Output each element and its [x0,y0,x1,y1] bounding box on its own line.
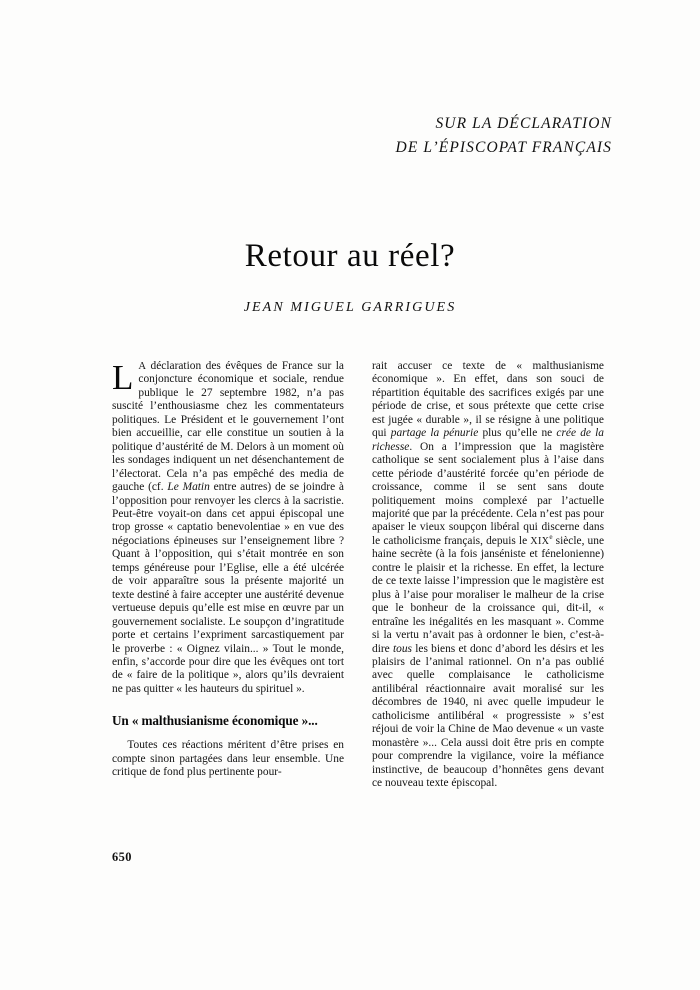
emphasis-partage-la-penurie: partage la pénurie [390,427,479,440]
emphasis-tous: tous [392,642,412,655]
body-columns [112,358,605,830]
section-subheading: Un « malthusianisme économique »... [112,713,318,729]
running-head-line-2: DE L’ÉPISCOPAT FRANÇAIS [395,139,612,157]
paragraph-opening [112,360,344,696]
column-right [372,360,604,791]
running-head-line-1: SUR LA DÉCLARATION [435,115,612,132]
continuation-text-4: siècle, une haine secrète (à la fois janséniste et fénelonienne) contre le plaisir et la richesse. En effet, la lecture de ce texte laisse l’impression que le magistère est plus à l’aise pour moraliser le malheur de la crise que le bonheur de la croissance qui, dit-il, « entraîne les inégalités en les masquant ». Comme si la vertu n’avait pas à ordonner le bien, c’est-à-dire [372,534,604,655]
lead-smallcaps: A [138,361,147,372]
drop-cap: L [112,358,134,397]
paragraph-second: Toutes ces réactions méritent d’être prises en compte sinon partagées dans leur ensemble. Une critique de fond plus pertinente pour- [112,739,344,779]
emphasis-cree-de-la-richesse: crée de la richesse [372,427,605,453]
continuation-text-1: rait accuser ce texte de « malthusianisme économique ». En effet, dans son souci de répartition équitable des sacrifices exigés par une période de crise, et sous prétexte que cette crise est jugée « durable », il se résigne à une politique qui [372,360,604,440]
century-ordinal-superscript: e [549,533,553,542]
column-left [112,360,344,780]
paragraph-opening-text-2: entre autres) de se joindre à l’opposition pour renvoyer les clercs à la sacristie. Peut-être voyait-on dans cet appui épiscopal une trop grosse « captatio benevolentiae » en vue des négociations épineuses sur l’enseignement libre ? Quant à l’opposition, qui s’était montrée en son temps généreuse pour l’Eglise, elle a été ulcérée de voir apparaître sous la présente majorité un texte destiné à faire accepter une austérité devenue vertueuse depuis qu’elle est mise en œuvre par un gouvernement socialiste. Le soupçon d’ingratitude porte et certains l’expriment sarcastiquement par le proverbe : « Oignez vilain... » Tout le monde, enfin, s’accorde pour dire que les évêques ont tort de « faire de la politique », alors qu’ils devraient ne pas quitter « les hauteurs du spirituel ». [112,481,344,695]
article-author: JEAN MIGUEL GARRIGUES [243,300,457,315]
continuation-text-2: plus qu’elle ne [478,427,557,440]
page-number: 650 [112,850,132,864]
continuation-text-5: les biens et donc d’abord les désirs et les plaisirs de l’animal rationnel. On n’a pas oublié avec quelle complaisance le catholicisme antilibéral réactionnaire avait moralisé sur les décombres de 1940, ni avec quelle impudeur le catholicisme antilibéral « progressiste » s’est réjoui de voir la Chine de Mao devenue « un vaste monastère »... Cela aussi doit être pris en compte pour comprendre la vigilance, voire la méfiance instinctive, de beaucoup d’honnêtes gens devant ce nouveau texte épiscopal. [372,642,604,790]
continuation-text-3: . On a l’impression que la magistère catholique se sent socialement plus à l’aise dans cette période d’austérité forcée qu’en période de croissance, comme il se sent sans doute politiquement moins complexé par l’actuelle majorité que par la précédente. Cela n’est pas pour apaiser le vieux soupçon libéral qui discerne dans le catholicisme français, depuis le [372,440,604,547]
citation-le-matin: Le Matin [167,481,210,494]
paragraph-opening-text-1: déclaration des évêques de France sur la conjoncture économique et sociale, rendue publique le 27 septembre 1982, n’a pas suscité l’enthousiasme chez les commentateurs politiques. Le Président et le gouvernement l’ont bien accueillie, car elle constitue un soutien à la politique d’austérité de M. Delors à un moment où les sondages indiquent un net désenchantement de l’électorat. Cela n’a pas empêché des media de gauche (cf. [112,360,344,494]
century-smallcaps: XIX [530,535,550,547]
paragraph-continuation [372,360,604,791]
article-title: Retour au réel? [244,238,456,275]
running-head [182,112,612,160]
